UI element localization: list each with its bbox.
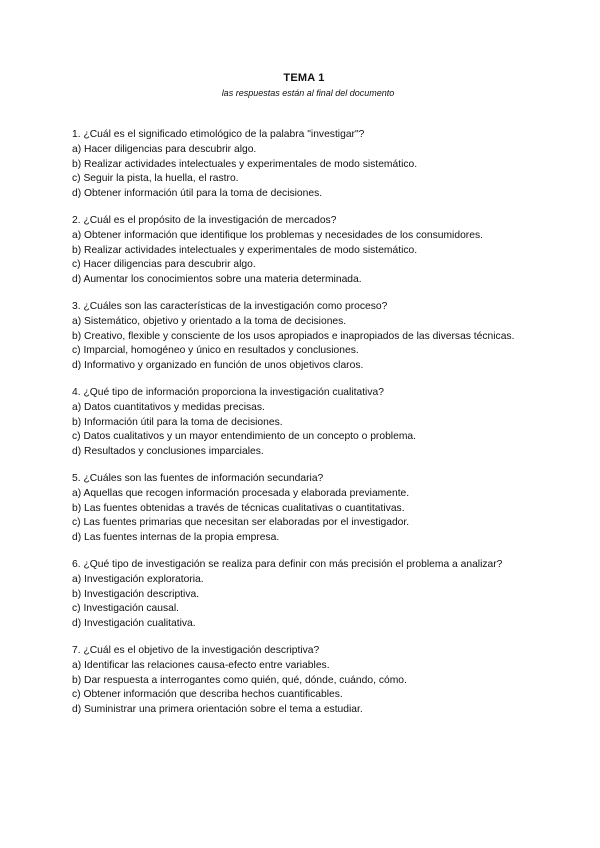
question-5 [72,472,532,546]
question-7 [72,644,532,718]
option-b: b) Realizar actividades intelectuales y experimentales de modo sistemático. [72,244,418,256]
option-c: c) Imparcial, homogéneo y único en resultados y conclusiones. [72,345,359,357]
option-d: d) Investigación cualitativa. [72,618,196,630]
option-list [72,487,532,546]
document-title: TEMA 1 [283,72,325,84]
option-a: a) Identificar las relaciones causa-efecto entre variables. [72,659,330,671]
option-b: b) Información útil para la toma de decisiones. [72,416,283,428]
option-b: b) Investigación descriptiva. [72,588,200,600]
option-list [72,315,532,374]
option-b: b) Las fuentes obtenidas a través de técnicas cualitativas o cuantitativas. [72,502,405,514]
question-text: 3. ¿Cuáles son las características de la investigación como proceso? [72,300,388,312]
option-c: c) Seguir la pista, la huella, el rastro. [72,173,239,185]
question-text: 4. ¿Qué tipo de información proporciona la investigación cualitativa? [72,386,384,398]
question-6 [72,558,532,632]
question-4 [72,386,532,460]
option-list [72,401,532,460]
option-d: d) Informativo y organizado en función de unos objetivos claros. [72,360,364,372]
option-a: a) Aquellas que recogen información procesada y elaborada previamente. [72,487,410,499]
question-2 [72,214,532,288]
option-a: a) Hacer diligencias para descubrir algo. [72,143,257,155]
option-d: d) Suministrar una primera orientación sobre el tema a estudiar. [72,704,363,716]
option-list [72,573,532,632]
option-c: c) Investigación causal. [72,603,180,615]
option-list [72,143,532,202]
question-text: 7. ¿Cuál es el objetivo de la investigación descriptiva? [72,644,320,656]
option-a: a) Investigación exploratoria. [72,573,204,585]
question-1 [72,128,532,202]
option-d: d) Resultados y conclusiones imparciales. [72,446,264,458]
question-text: 1. ¿Cuál es el significado etimológico de la palabra "investigar"? [72,129,365,140]
option-b: b) Realizar actividades intelectuales y experimentales de modo sistemático. [72,158,418,170]
document-subtitle: las respuestas están al final del documento [221,88,395,98]
option-c: c) Obtener información que describa hechos cuantificables. [72,689,343,701]
option-list [72,229,532,288]
option-d: d) Las fuentes internas de la propia empresa. [72,532,280,544]
option-a: a) Datos cuantitativos y medidas precisas. [72,401,265,413]
option-list [72,659,532,718]
question-3 [72,300,532,374]
question-text: 2. ¿Cuál es el propósito de la investigación de mercados? [72,214,337,226]
option-d: d) Aumentar los conocimientos sobre una materia determinada. [72,274,362,286]
question-list [72,128,532,730]
option-c: c) Las fuentes primarias que necesitan ser elaboradas por el investigador. [72,517,410,529]
question-text: 6. ¿Qué tipo de investigación se realiza para definir con más precisión el problema a analizar? [72,558,503,570]
option-c: c) Hacer diligencias para descubrir algo. [72,259,256,271]
option-b: b) Dar respuesta a interrogantes como quién, qué, dónde, cuándo, cómo. [72,674,407,686]
option-b: b) Creativo, flexible y consciente de los usos apropiados e inapropiados de las diversas técnicas. [72,330,515,342]
option-a: a) Obtener información que identifique los problemas y necesidades de los consumidores. [72,229,483,241]
option-a: a) Sistemático, objetivo y orientado a la toma de decisiones. [72,315,347,327]
question-text: 5. ¿Cuáles son las fuentes de información secundaria? [72,472,324,484]
option-d: d) Obtener información útil para la toma de decisiones. [72,188,323,200]
option-c: c) Datos cualitativos y un mayor entendimiento de un concepto o problema. [72,431,416,443]
